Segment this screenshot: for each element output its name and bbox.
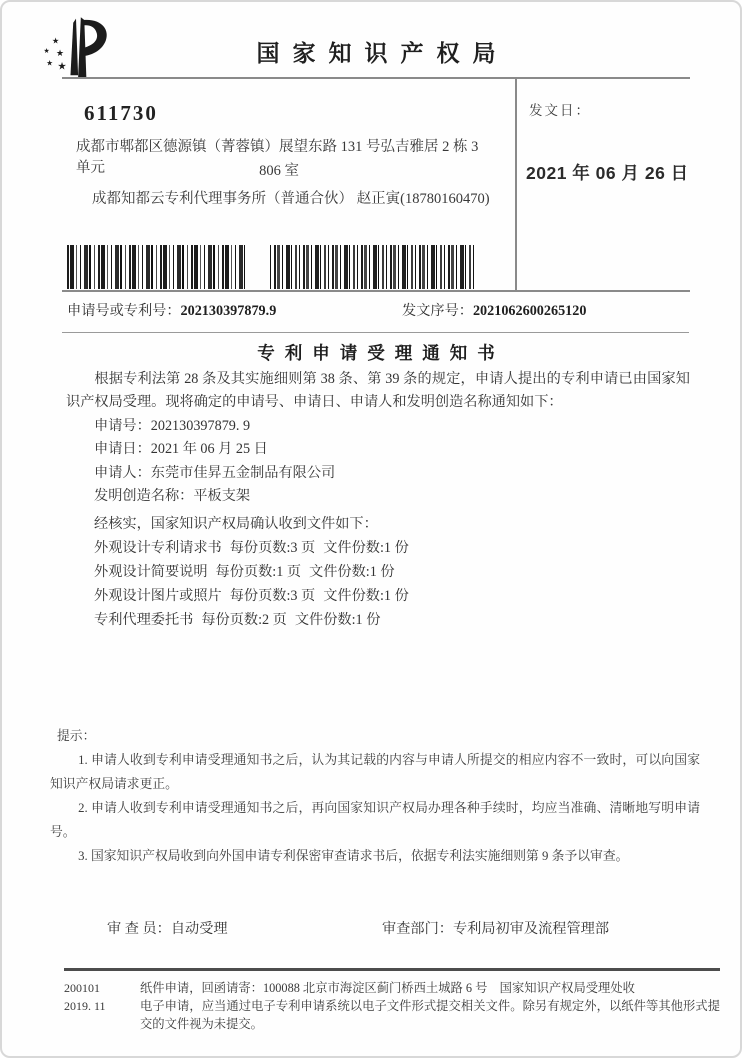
application-fields xyxy=(94,415,335,508)
svg-text:★: ★ xyxy=(55,48,65,59)
document-line: 专利代理委托书 每份页数:2 页 文件份数:1 份 xyxy=(94,612,381,628)
svg-text:★: ★ xyxy=(46,58,54,68)
footer-instructions xyxy=(140,979,720,1033)
field-invention-title: 发明创造名称：平板支架 xyxy=(94,487,251,504)
recipient-agency-line: 成都知都云专利代理事务所（普通合伙） 赵正寅(18780160470) xyxy=(92,191,490,207)
examiner-value: 自动受理 xyxy=(170,921,228,937)
recipient-address-line1: 成都市郫都区德源镇（菁蓉镇）展望东路 131 号弘吉雅居 2 栋 3 单元 xyxy=(76,139,479,176)
received-intro: 经核实，国家知识产权局确认收到文件如下： xyxy=(94,516,378,532)
field-applicant: 申请人：东莞市佳昇五金制品有限公司 xyxy=(94,464,336,481)
footer-line-electronic: 电子申请，应当通过电子专利申请系统以电子文件形式提交相关文件。除另有规定外，以纸件等其他形式提交的文件视为未提交。 xyxy=(140,999,720,1031)
footer-code-1: 200101 xyxy=(64,981,100,995)
footer-code-2: 2019. 11 xyxy=(64,999,106,1013)
recipient-address-line2: 806 室 xyxy=(259,163,299,179)
org-title: 国家知识产权局 xyxy=(256,41,509,66)
header-divider xyxy=(62,77,690,79)
examiner-row xyxy=(107,918,228,938)
svg-text:★: ★ xyxy=(51,35,60,46)
tips-section xyxy=(50,724,700,868)
received-documents xyxy=(94,512,417,632)
dispatch-serial-row xyxy=(402,300,586,320)
notice-intro-paragraph: 根据专利法第 28 条及其实施细则第 38 条、第 39 条的规定，申请人提出的专利申请已由国家知识产权局受理。现将确定的申请号、申请日、申请人和发明创造名称通知如下： xyxy=(66,371,690,410)
footer-form-codes xyxy=(64,979,106,1015)
barcode-1 xyxy=(67,245,245,289)
footer-divider xyxy=(64,968,720,971)
application-number-row xyxy=(67,300,276,320)
datebox-vertical-divider xyxy=(515,77,517,292)
reference-divider xyxy=(62,332,689,333)
svg-text:★: ★ xyxy=(57,60,67,73)
dispatch-date-value: 2021 年 06 月 26 日 xyxy=(526,163,689,183)
notice-title: 专利申请受理通知书 xyxy=(257,343,505,363)
footer-line-paper: 纸件申请，回函请寄：100088 北京市海淀区蓟门桥西土城路 6 号 国家知识产权局受理处收 xyxy=(140,981,635,995)
field-application-date: 申请日：2021 年 06 月 25 日 xyxy=(94,441,268,458)
dispatch-serial-label: 发文序号： xyxy=(402,303,473,319)
field-application-number: 申请号：202130397879. 9 xyxy=(94,418,251,434)
application-number-label: 申请号或专利号： xyxy=(67,303,181,319)
dispatch-serial-value: 2021062600265120 xyxy=(472,303,587,319)
tips-title: 提示： xyxy=(57,729,96,743)
tip-item-2: 2. 申请人收到专利申请受理通知书之后，再向国家知识产权局办理各种手续时，均应当准确、清晰地写明申请号。 xyxy=(50,801,700,839)
examiner-label: 审 查 员： xyxy=(107,921,171,937)
tip-item-1: 1. 申请人收到专利申请受理通知书之后，认为其记载的内容与申请人所提交的相应内容不一致时，可以向国家知识产权局请求更正。 xyxy=(50,753,700,791)
dispatch-date-label: 发文日： xyxy=(529,103,591,118)
department-label: 审查部门： xyxy=(382,921,453,937)
recipient-postal-code: 611730 xyxy=(84,101,158,125)
department-value: 专利局初审及流程管理部 xyxy=(452,921,610,937)
mid-divider xyxy=(62,290,690,292)
svg-text:★: ★ xyxy=(43,47,50,56)
department-row xyxy=(382,918,609,938)
document-line: 外观设计专利请求书 每份页数:3 页 文件份数:1 份 xyxy=(94,540,409,556)
document-line: 外观设计图片或照片 每份页数:3 页 文件份数:1 份 xyxy=(94,588,409,604)
application-number-value: 202130397879.9 xyxy=(180,303,277,319)
tip-item-3: 3. 国家知识产权局收到向外国申请专利保密审查请求书后，依据专利法实施细则第 9 条予以审查。 xyxy=(78,849,629,863)
document-line: 外观设计简要说明 每份页数:1 页 文件份数:1 份 xyxy=(94,564,395,580)
barcode-2 xyxy=(270,245,477,289)
